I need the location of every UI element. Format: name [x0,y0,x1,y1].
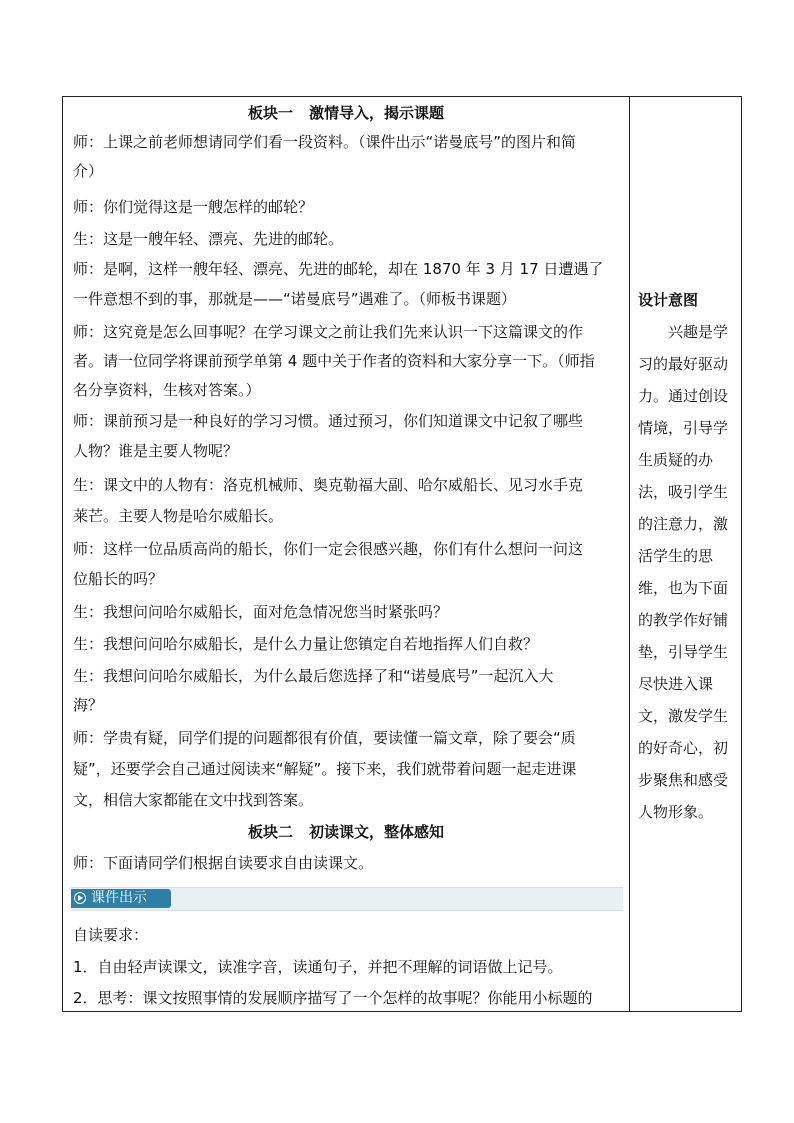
dialogue-line: 位船长的吗？ [73,570,164,588]
design-intent-line: 人物形象。 [638,803,714,821]
lesson-plan-table [62,96,742,1012]
section-1-subtitle: 激情导入，揭示课题 [309,104,445,122]
dialogue-line: 师：是啊，这样一艘年轻、漂亮、先进的邮轮，却在 1870 年 3 月 17 日遭遇了 [73,260,604,278]
dialogue-line: 一件意想不到的事，那就是——“诺曼底号”遇难了。（师板书课题） [73,290,517,308]
design-intent-line: 文，激发学生 [638,707,729,725]
dialogue-line: 疑”，还要学会自己通过阅读来“解疑”。接下来，我们就带着问题一起走进课 [73,760,577,778]
courseware-tag [71,889,171,908]
courseware-banner [71,887,623,911]
reading-requirement-item: 1．自由轻声读课文，读准字音，读通句子，并把不理解的词语做上记号。 [73,958,563,976]
design-intent-line: 的好奇心，初 [638,739,729,757]
dialogue-line: 介） [73,162,104,180]
lesson-content-column [63,97,629,1011]
section-heading-1 [63,99,629,127]
design-intent-column [630,97,742,1011]
design-intent-line: 维，也为下面 [638,579,729,597]
dialogue-line: 师：学贵有疑，同学们提的问题都很有价值，要读懂一篇文章，除了要会“质 [73,729,576,747]
design-intent-line: 的注意力，激 [638,515,729,533]
dialogue-line: 师：课前预习是一种良好的学习习惯。通过预习，你们知道课文中记叙了哪些 [73,412,584,430]
design-intent-line: 垫，引导学生 [638,643,729,661]
dialogue-line: 师：你们觉得这是一艘怎样的邮轮？ [73,198,314,216]
dialogue-line: 生：这是一艘年轻、漂亮、先进的邮轮。 [73,230,344,248]
section-2-title: 板块二 [247,823,293,841]
design-intent-line: 尽快进入课 [638,675,714,693]
dialogue-line: 人物？谁是主要人物呢？ [73,442,239,460]
play-circle-icon [74,892,86,904]
design-intent-title: 设计意图 [638,291,699,309]
dialogue-line: 莱芒。主要人物是哈尔威船长。 [73,507,284,525]
design-intent-line: 的教学作好铺 [638,611,729,629]
courseware-label: 课件出示 [91,890,147,906]
dialogue-line: 生：我想问问哈尔威船长，面对危急情况您当时紧张吗？ [73,603,449,621]
design-intent-line: 活学生的思 [638,547,714,565]
dialogue-line: 生：我想问问哈尔威船长，为什么最后您选择了和“诺曼底号”一起沉入大 [73,667,554,685]
dialogue-line: 师：下面请同学们根据自读要求自由读课文。 [73,854,374,872]
dialogue-line: 师：这究竟是怎么回事呢？在学习课文之前让我们先来认识一下这篇课文的作 [73,323,584,341]
design-intent-line: 兴趣是学 [638,323,729,341]
dialogue-line: 师：上课之前老师想请同学们看一段资料。（课件出示“诺曼底号”的图片和简 [73,133,577,151]
reading-requirement-item: 2．思考：课文按照事情的发展顺序描写了一个怎样的故事呢？你能用小标题的 [73,989,593,1007]
dialogue-line: 海？ [73,696,104,714]
reading-requirement-title: 自读要求： [73,926,149,944]
dialogue-line: 者。请一位同学将课前预学单第 4 题中关于作者的资料和大家分享一下。（师指 [73,352,595,370]
dialogue-line: 师：这样一位品质高尚的船长，你们一定会很感兴趣，你们有什么想问一问这 [73,540,584,558]
design-intent-line: 法，吸引学生 [638,483,729,501]
design-intent-line: 习的最好驱动 [638,355,729,373]
section-heading-2 [63,818,629,846]
design-intent-line: 步聚焦和感受 [638,771,729,789]
section-1-title: 板块一 [247,104,293,122]
dialogue-line: 生：我想问问哈尔威船长，是什么力量让您镇定自若地指挥人们自救？ [73,635,539,653]
dialogue-line: 文，相信大家都能在文中找到答案。 [73,791,314,809]
section-2-subtitle: 初读课文，整体感知 [309,823,445,841]
dialogue-line: 名分享资料，生核对答案。） [73,381,261,399]
design-intent-line: 生质疑的办 [638,451,714,469]
design-intent-line: 力。通过创设 [638,387,729,405]
dialogue-line: 生：课文中的人物有：洛克机械师、奥克勒福大副、哈尔威船长、见习水手克 [73,476,584,494]
design-intent-line: 情境，引导学 [638,419,729,437]
